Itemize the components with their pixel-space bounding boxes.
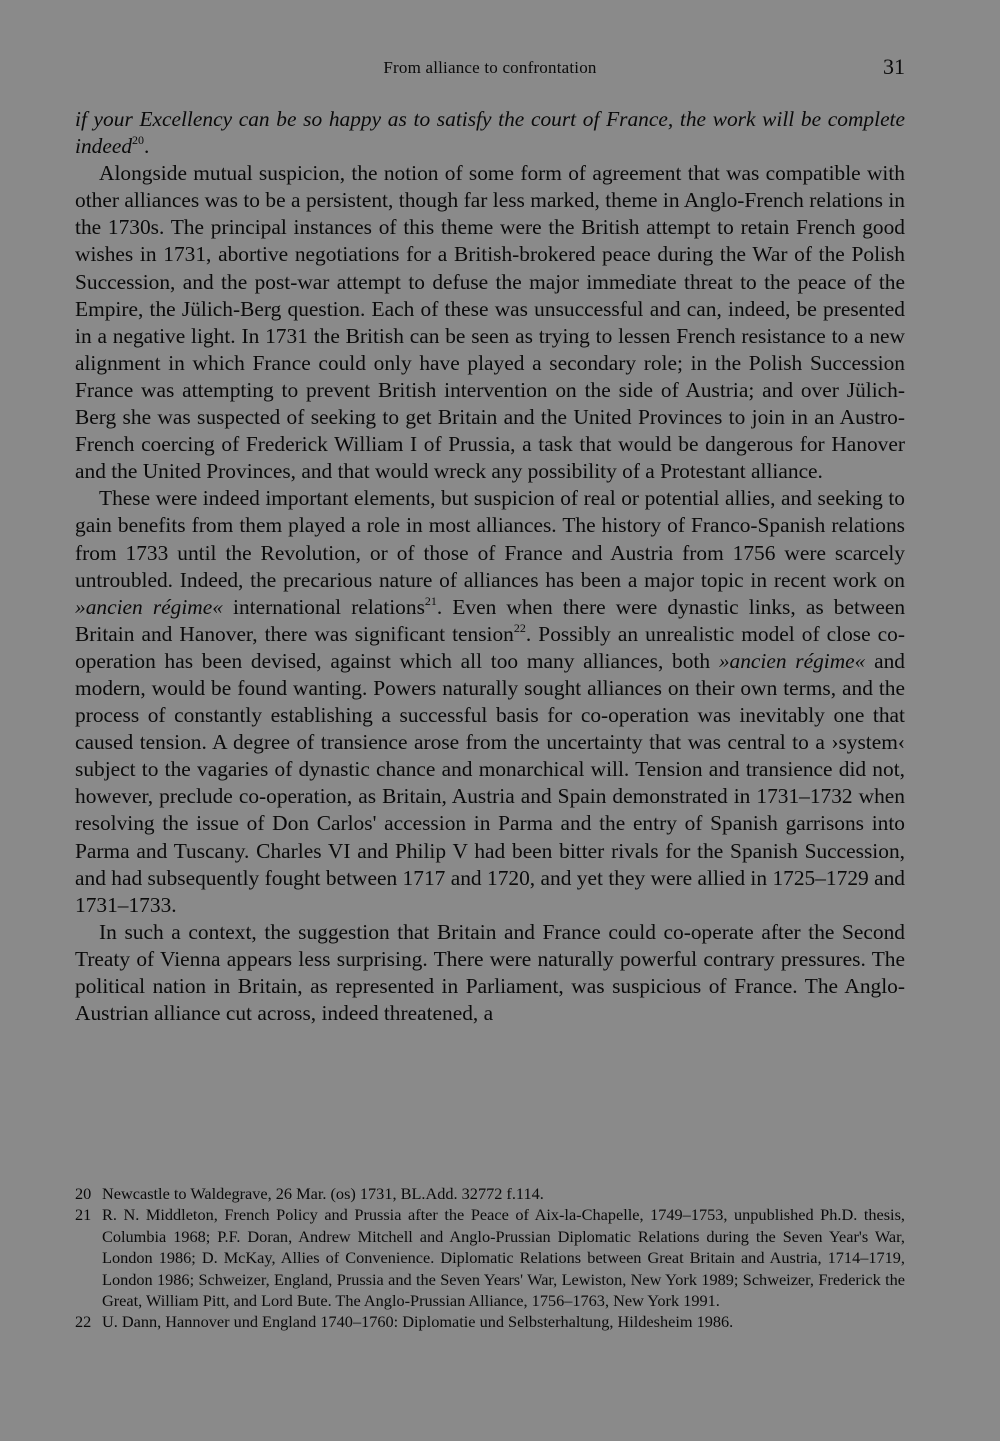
running-head: From alliance to confrontation <box>383 58 597 77</box>
paragraph-2 <box>75 485 905 919</box>
page-number: 31 <box>883 54 905 79</box>
footnote-number: 22 <box>75 1312 92 1332</box>
footnote-ref-21[interactable]: 21 <box>424 593 437 608</box>
footnote-text: R. N. Middleton, French Policy and Prussia after the Peace of Aix-la-Chapelle, 1749–1753, unpublished Ph.D. thesis, Columbia 1968; P.F. Doran, Andrew Mitchell and Anglo-Prussian Diplomatic Relations during the Seven Year's War, London 1986; D. McKay, Allies of Convenience. Diplomatic Relations between Great Britain and Austria, 1714–1719, London 1986; Schweizer, England, Prussia and the Seven Years' War, Lewiston, New York 1989; Schweizer, Frederick the Great, William Pitt, and Lord Bute. The Anglo-Prussian Alliance, 1756–1763, New York 1991. <box>102 1205 905 1311</box>
footnote-20 <box>75 1183 905 1204</box>
footnote-ref-22[interactable]: 22 <box>513 620 526 635</box>
p2-text-a: These were indeed important elements, but suspicion of real or potential allies, and seeking to gain benefits from them played a role in most alliances. The history of Franco-Spanish relations from 1733 until the Revolution, or of those of France and Austria from 1756 were scarcely untroubled. Indeed, the precarious nature of alliances has been a major topic in recent work on <box>75 486 905 592</box>
footnote-number: 20 <box>75 1184 92 1203</box>
footnote-text: Newcastle to Waldegrave, 26 Mar. (os) 1731, BL.Add. 32772 f.114. <box>102 1184 544 1203</box>
footnote-22 <box>75 1311 905 1332</box>
footnotes <box>75 1183 905 1333</box>
page-header <box>75 54 905 84</box>
paragraph-3: In such a context, the suggestion that Britain and France could co-operate after the Second Treaty of Vienna appears less surprising. There were naturally powerful contrary pressures. The political nation in Britain, as represented in Parliament, was suspicious of France. The Anglo-Austrian alliance cut across, indeed threatened, a <box>75 919 905 1026</box>
footnote-text: U. Dann, Hannover und England 1740–1760: Diplomatie und Selbsterhaltung, Hildesheim 1986. <box>102 1312 734 1332</box>
footnote-ref-20[interactable]: 20 <box>132 133 145 148</box>
p2-text-c: . Even when there were dynastic links, as between Britain and Hanover, there was significant tension <box>75 594 906 646</box>
p2-text-d: . Possibly an unrealistic model of close co-operation has been devised, against which all too many alliances, both <box>75 621 905 673</box>
main-text <box>75 106 905 1027</box>
p2-italic-1: »ancien régime« <box>75 594 223 619</box>
p2-italic-2: »ancien régime« <box>718 648 866 673</box>
quote-end: . <box>144 134 150 159</box>
quote-text: if your Excellency can be so happy as to satisfy the court of France, the work will be complete indeed <box>75 107 905 159</box>
footnote-21 <box>75 1204 905 1311</box>
p2-text-e: and modern, would be found wanting. Powers naturally sought alliances on their own terms, and the process of constantly establishing a successful basis for co-operation was inevitably one that caused tension. A degree of transience arose from the uncertainty that was central to a ›system‹ subject to the vagaries of dynastic chance and monarchical will. Tension and transience did not, however, preclude co-operation, as Britain, Austria and Spain demonstrated in 1731–1732 when resolving the issue of Don Carlos' accession in Parma and the entry of Spanish garrisons into Parma and Tuscany. Charles VI and Philip V had been bitter rivals for the Spanish Succession, and had subsequently fought between 1717 and 1720, and yet they were allied in 1725–1729 and 1731–1733. <box>75 648 906 917</box>
paragraph-1: Alongside mutual suspicion, the notion of some form of agreement that was compatible with other alliances was to be a persistent, though far less marked, theme in Anglo-French relations in the 1730s. The principal instances of this theme were the British attempt to retain French good wishes in 1731, abortive negotiations for a British-brokered peace during the War of the Polish Succession, and the post-war attempt to defuse the major immediate threat to the peace of the Empire, the Jülich-Berg question. Each of these was unsuccessful and can, indeed, be presented in a negative light. In 1731 the British can be seen as trying to lessen French resistance to a new alignment in which France could only have played a secondary role; in the Polish Succession France was attempting to prevent British intervention on the side of Austria; and over Jülich-Berg she was suspected of seeking to get Britain and the United Provinces to join in an Austro-French coercing of Frederick William I of Prussia, a task that would be dangerous for Hanover and the United Provinces, and that would wreck any possibility of a Protestant alliance. <box>75 161 905 484</box>
footnote-number: 21 <box>75 1205 92 1225</box>
block-quote <box>75 106 905 160</box>
p2-text-b: international relations <box>222 594 425 619</box>
